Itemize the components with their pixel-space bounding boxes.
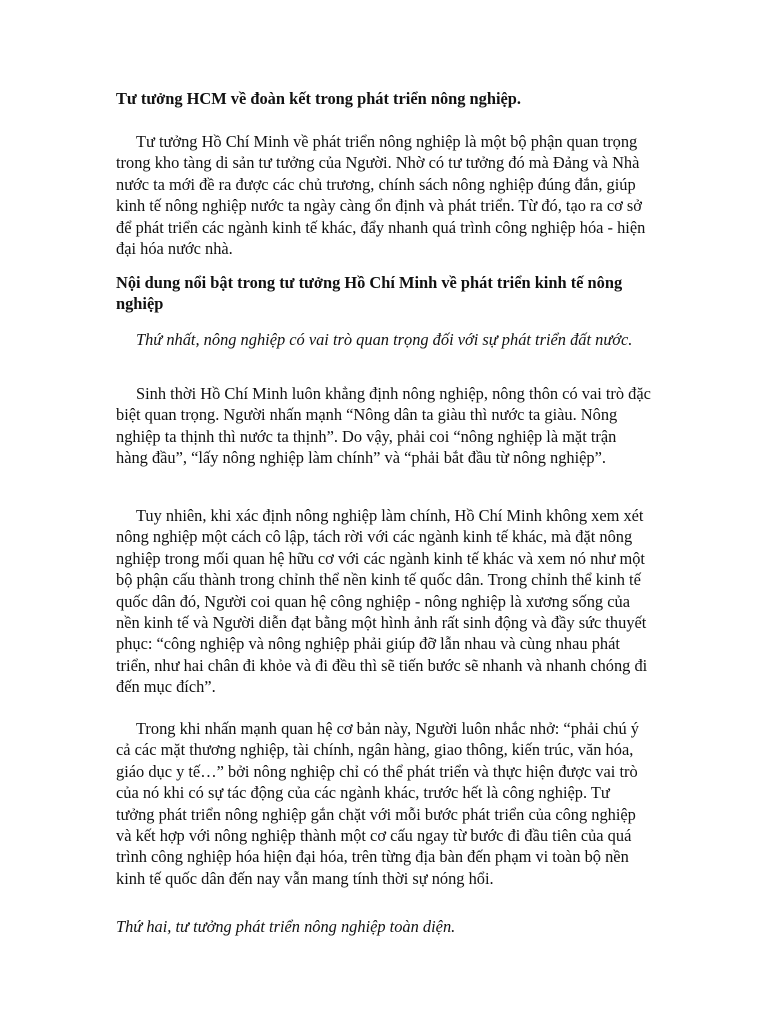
second-point-heading: Thứ hai, tư tưởng phát triển nông nghiệp toàn diện. — [116, 917, 456, 936]
section-heading: Nội dung nổi bật trong tư tưởng Hồ Chí Minh về phát triển kinh tế nông nghiệp — [116, 273, 623, 314]
first-point-heading: Thứ nhất, nông nghiệp có vai trò quan trọng đối với sự phát triển đất nước. — [136, 330, 633, 349]
intro-paragraph: Tư tưởng Hồ Chí Minh về phát triển nông nghiệp là một bộ phận quan trọng trong kho tàng di sản tư tưởng của Người. Nhờ có tư tưởng đó mà Đảng và Nhà nước ta mới đề ra được các chủ trương, chính sách nông nghiệp đúng đắn, giúp kinh tế nông nghiệp nước ta ngày càng ổn định và phát triển. Từ đó, tạo ra cơ sở để phát triển các ngành kinh tế khác, đẩy nhanh quá trình công nghiệp hóa - hiện đại hóa nước nhà. — [116, 132, 646, 259]
body-paragraph-3: Tuy nhiên, khi xác định nông nghiệp làm chính, Hồ Chí Minh không xem xét nông nghiệp một cách cô lập, tách rời với các ngành kinh tế khác, mà đặt nông nghiệp trong mối quan hệ hữu cơ với các ngành kinh tế khác và xem nó như một bộ phận cấu thành trong chỉnh thể nền kinh tế quốc dân. Trong chỉnh thể kinh tế quốc dân đó, Người coi quan hệ công nghiệp - nông nghiệp là xương sống của nền kinh tế và Người diễn đạt bằng một hình ảnh rất sinh động và đầy sức thuyết phục: “công nghiệp và nông nghiệp phải giúp đỡ lẫn nhau và cùng nhau phát triển, như hai chân đi khỏe và đi đều thì sẽ tiến bước sẽ nhanh và nhanh chóng đi đến mục đích”. — [116, 506, 648, 697]
body-paragraph-4: Trong khi nhấn mạnh quan hệ cơ bản này, Người luôn nhắc nhở: “phải chú ý cả các mặt thương nghiệp, tài chính, ngân hàng, giao thông, kiến trúc, văn hóa, giáo dục y tế…” bởi nông nghiệp chỉ có thể phát triển và thực hiện được vai trò của nó khi có sự tác động của các ngành khác, trước hết là công nghiệp. Tư tưởng phát triển nông nghiệp gắn chặt với mỗi bước phát triển của công nghiệp và kết hợp với nông nghiệp thành một cơ cấu ngay từ bước đi đầu tiên của quá trình công nghiệp hóa hiện đại hóa, trên từng địa bàn đến phạm vi toàn bộ nền kinh tế quốc dân đến nay vẫn mang tính thời sự nóng hổi. — [116, 719, 639, 888]
document-title: Tư tưởng HCM về đoàn kết trong phát triển nông nghiệp. — [116, 89, 522, 108]
body-paragraph-2: Sinh thời Hồ Chí Minh luôn khẳng định nông nghiệp, nông thôn có vai trò đặc biệt quan trọng. Người nhấn mạnh “Nông dân ta giàu thì nước ta giàu. Nông nghiệp ta thịnh thì nước ta thịnh”. Do vậy, phải coi “nông nghiệp là mặt trận hàng đầu”, “lấy nông nghiệp làm chính” và “phải bắt đầu từ nông nghiệp”. — [116, 384, 651, 468]
